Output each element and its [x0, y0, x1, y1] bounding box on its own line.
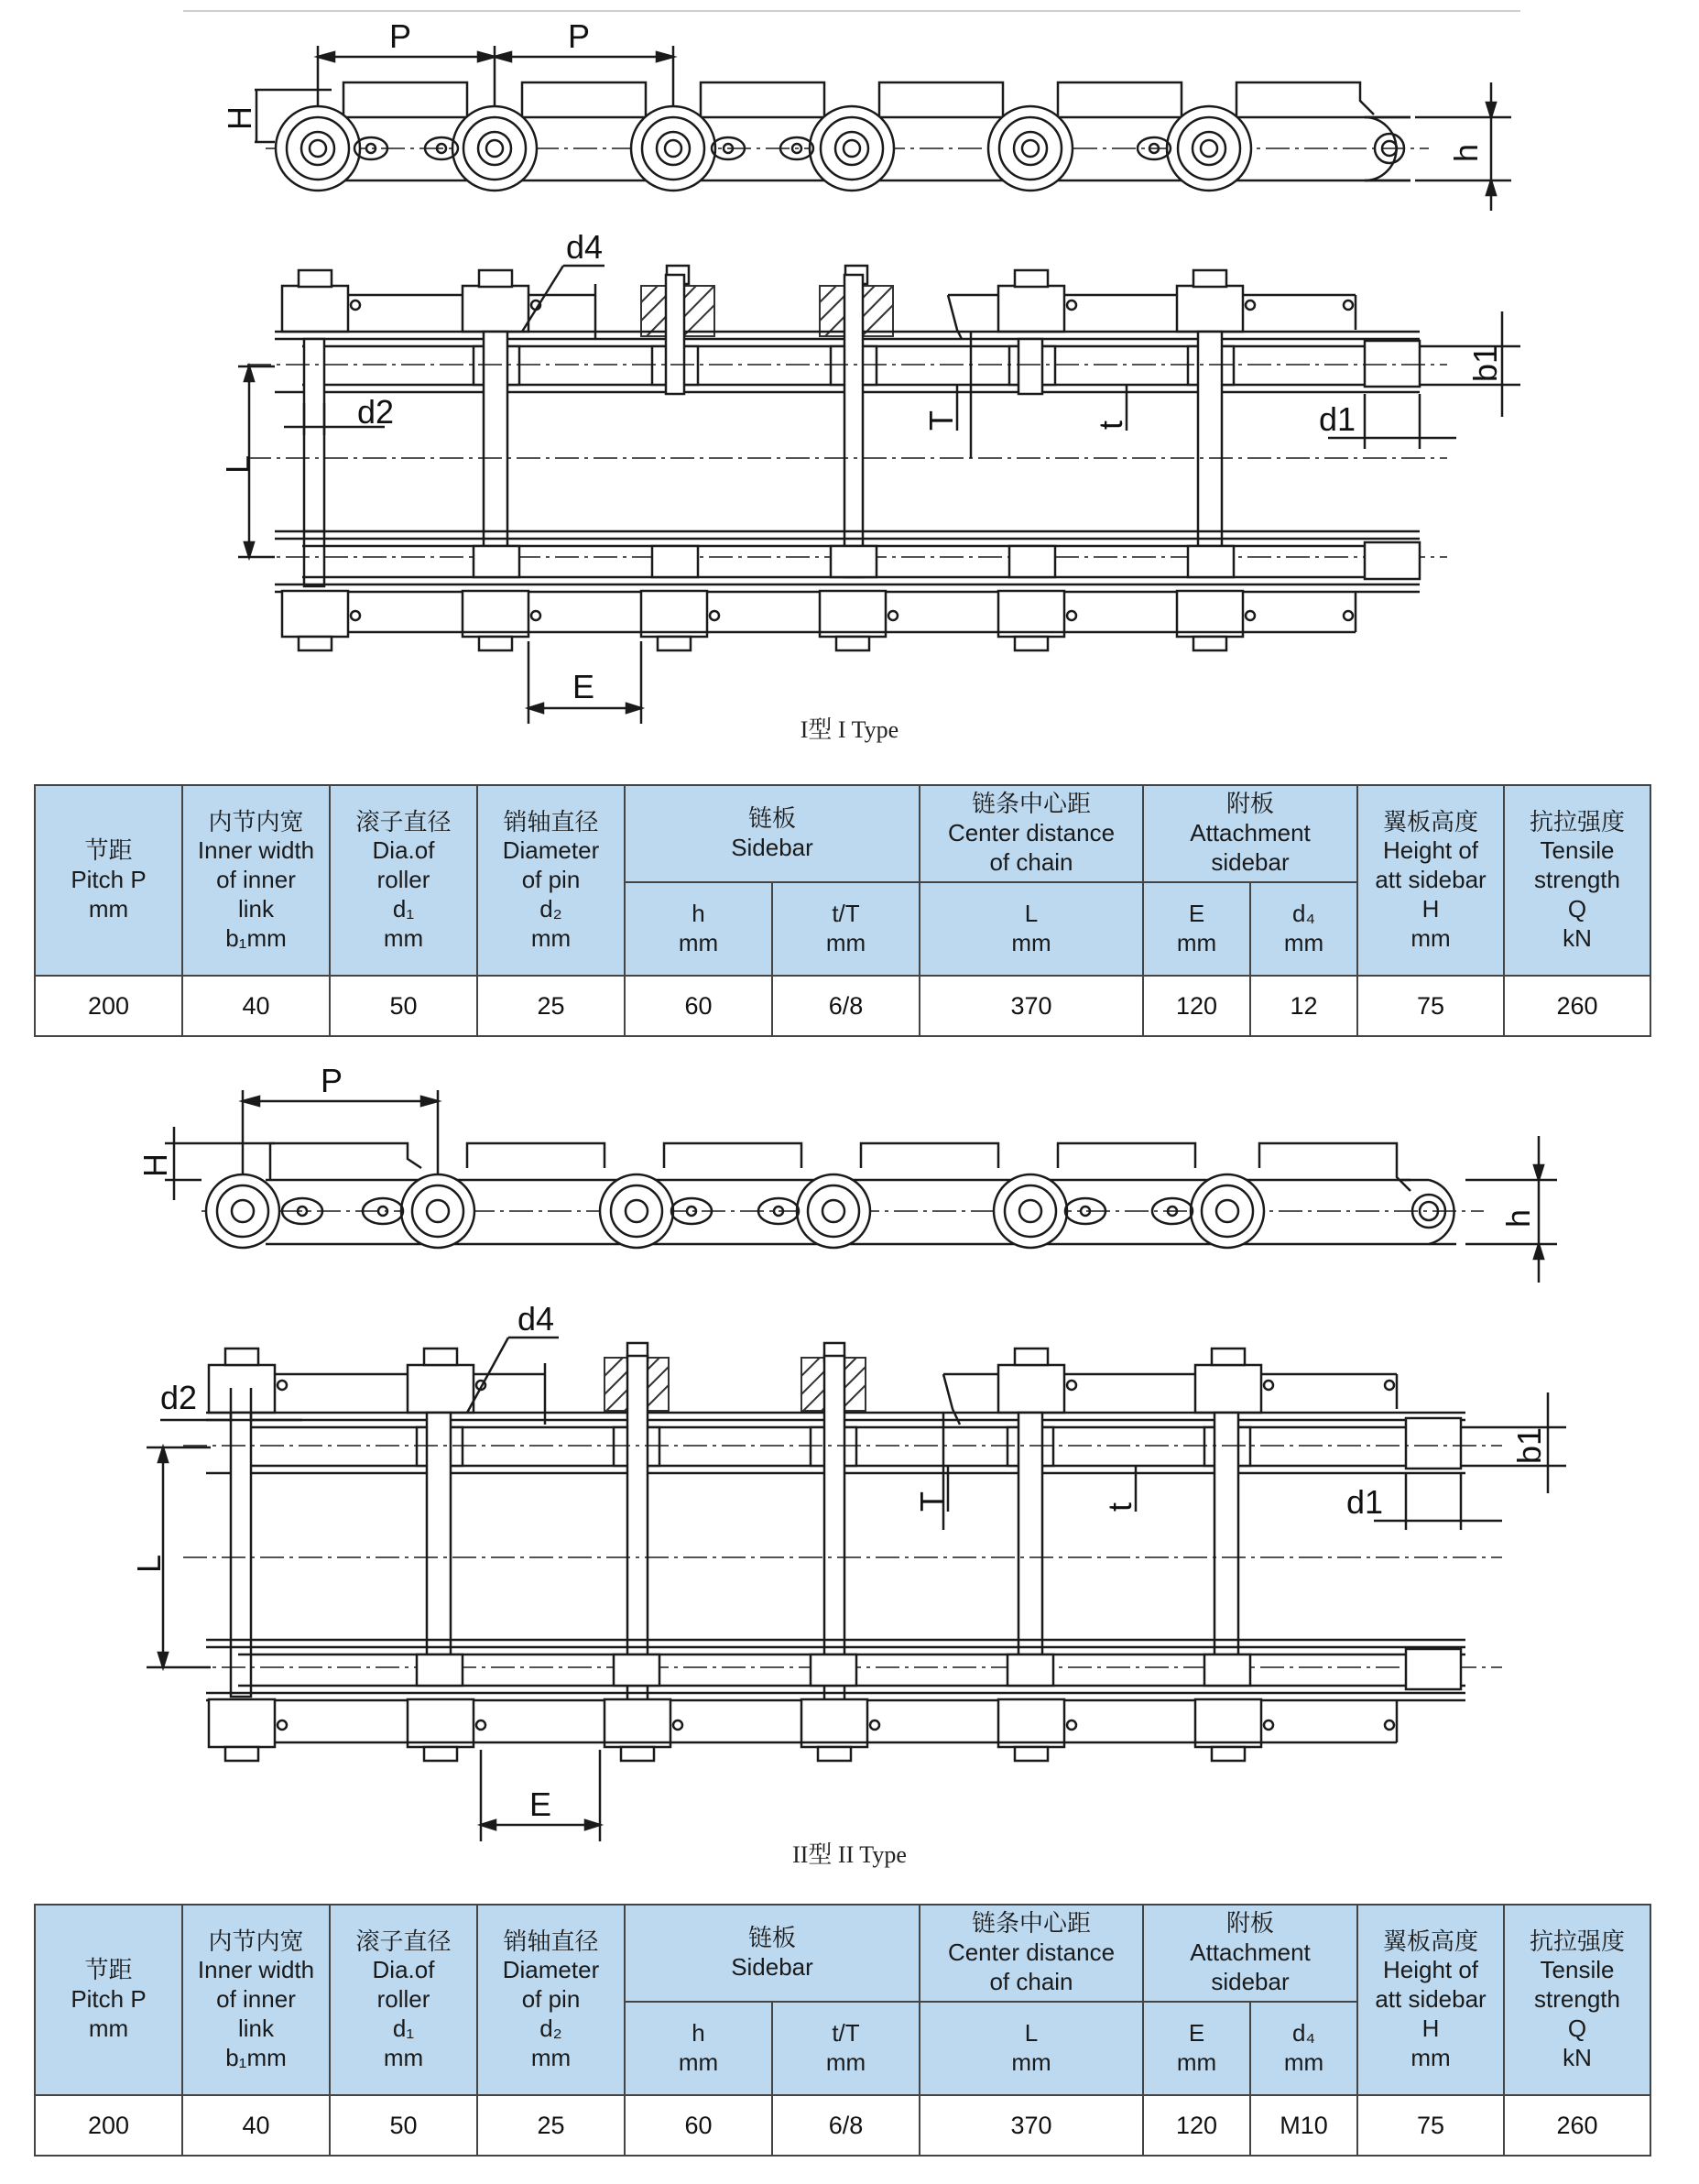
header-attachment: 附板 Attachment sidebar — [1143, 1905, 1357, 2002]
table-cell: 6/8 — [772, 2095, 920, 2156]
type2-drawing — [0, 1063, 1699, 1869]
header-roller-dia: 滚子直径 Dia.of roller d₁ mm — [330, 1905, 477, 2095]
T-label: T — [913, 1491, 951, 1512]
header-h: h mm — [625, 882, 772, 976]
header-tensile: 抗拉强度 Tensile strength Q kN — [1504, 1905, 1650, 2095]
table-cell: 75 — [1357, 976, 1504, 1036]
b1-label: b1 — [1466, 344, 1504, 382]
header-inner-width: 内节内宽 Inner width of inner link b₁mm — [182, 1905, 330, 2095]
header-pin-dia: 销轴直径 Diameter of pin d₂ mm — [477, 1905, 625, 2095]
header-roller-dia: 滚子直径 Dia.of roller d₁ mm — [330, 785, 477, 976]
header-L: L mm — [920, 882, 1143, 976]
header-d4: d₄ mm — [1250, 882, 1357, 976]
h-upper-label: H — [221, 106, 258, 130]
table-row — [35, 976, 1650, 1036]
type2-spec-table — [34, 1904, 1651, 2157]
table-cell: 120 — [1143, 2095, 1250, 2156]
header-center-distance: 链条中心距 Center distance of chain — [920, 1905, 1143, 2002]
b1-label: b1 — [1510, 1426, 1548, 1464]
L-label: L — [130, 1554, 168, 1573]
header-center-distance: 链条中心距 Center distance of chain — [920, 785, 1143, 882]
table-cell: 40 — [182, 2095, 330, 2156]
E-label: E — [529, 1785, 552, 1823]
type1-caption: I型 I Type — [800, 716, 899, 743]
header-sidebar: 链板 Sidebar — [625, 785, 920, 882]
header-att-height: 翼板高度 Height of att sidebar H mm — [1357, 785, 1504, 976]
header-E: E mm — [1143, 2002, 1250, 2095]
type1-chain-diagram — [0, 0, 1699, 751]
t-label: t — [1101, 1502, 1138, 1512]
type2-caption: II型 II Type — [792, 1841, 907, 1868]
t-label: t — [1092, 420, 1129, 430]
pitch-label: P — [321, 1063, 343, 1099]
header-tT: t/T mm — [772, 2002, 920, 2095]
type1-drawing — [0, 0, 1699, 751]
d4-label: d4 — [566, 228, 604, 266]
header-tensile: 抗拉强度 Tensile strength Q kN — [1504, 785, 1650, 976]
table-cell: 50 — [330, 2095, 477, 2156]
header-attachment: 附板 Attachment sidebar — [1143, 785, 1357, 882]
d1-label: d1 — [1346, 1483, 1384, 1521]
table-cell: 50 — [330, 976, 477, 1036]
header-inner-width: 内节内宽 Inner width of inner link b₁mm — [182, 785, 330, 976]
table-cell: 40 — [182, 976, 330, 1036]
d1-label: d1 — [1319, 400, 1356, 438]
table-cell: 12 — [1250, 976, 1357, 1036]
table-cell: 25 — [477, 976, 625, 1036]
table-cell: 260 — [1504, 2095, 1650, 2156]
h-lower-label: h — [1447, 143, 1485, 162]
header-L: L mm — [920, 2002, 1143, 2095]
header-sidebar: 链板 Sidebar — [625, 1905, 920, 2002]
header-h: h mm — [625, 2002, 772, 2095]
E-label: E — [572, 668, 595, 705]
h-upper-label: H — [136, 1153, 174, 1177]
table-cell: 60 — [625, 976, 772, 1036]
pitch-label-1: P — [389, 17, 412, 55]
table-cell: 260 — [1504, 976, 1650, 1036]
header-pitch: 节距 Pitch P mm — [35, 785, 182, 976]
table-cell: 6/8 — [772, 976, 920, 1036]
L-label: L — [219, 454, 256, 474]
table-cell: 60 — [625, 2095, 772, 2156]
table-cell: 75 — [1357, 2095, 1504, 2156]
table-cell: 370 — [920, 976, 1143, 1036]
type2-chain-diagram — [0, 1063, 1699, 1869]
type1-spec-table — [34, 784, 1651, 1037]
d4-label: d4 — [517, 1300, 555, 1338]
table-cell: M10 — [1250, 2095, 1357, 2156]
d2-label: d2 — [160, 1379, 198, 1416]
d2-label: d2 — [357, 393, 395, 431]
table-cell: 200 — [35, 976, 182, 1036]
header-tT: t/T mm — [772, 882, 920, 976]
header-d4: d₄ mm — [1250, 2002, 1357, 2095]
header-E: E mm — [1143, 882, 1250, 976]
header-att-height: 翼板高度 Height of att sidebar H mm — [1357, 1905, 1504, 2095]
table-cell: 120 — [1143, 976, 1250, 1036]
header-pitch: 节距 Pitch P mm — [35, 1905, 182, 2095]
table-row — [35, 2095, 1650, 2156]
table-cell: 370 — [920, 2095, 1143, 2156]
pitch-label-2: P — [568, 17, 591, 55]
table-cell: 25 — [477, 2095, 625, 2156]
h-lower-label: h — [1499, 1208, 1537, 1228]
table-cell: 200 — [35, 2095, 182, 2156]
header-pin-dia: 销轴直径 Diameter of pin d₂ mm — [477, 785, 625, 976]
T-label: T — [922, 410, 960, 431]
